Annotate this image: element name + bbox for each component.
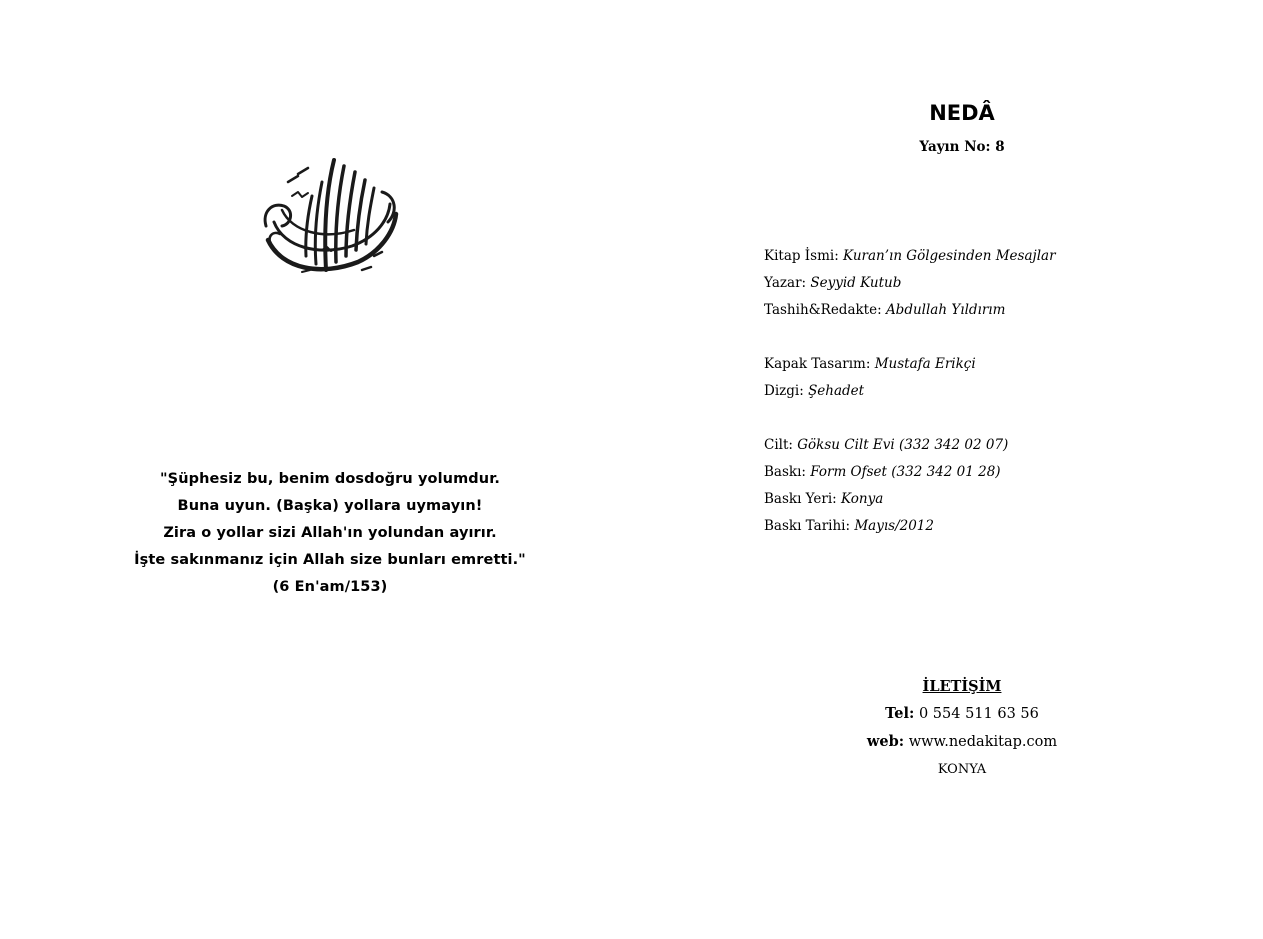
tel-label: Tel: (885, 705, 915, 722)
colophon-print-date (764, 513, 1056, 540)
contact-tel (812, 700, 1112, 728)
print-date-value: Mayıs/2012 (854, 518, 934, 534)
colophon-cover (764, 351, 1056, 378)
author-value: Seyyid Kutub (810, 275, 902, 291)
verse-line: İşte sakınmanız için Allah size bunları emretti." (134, 552, 526, 568)
colophon-editor (764, 297, 1056, 324)
contact-block (812, 673, 1112, 783)
web-label: web: (866, 733, 905, 750)
colophon-typeset (764, 378, 1056, 405)
editor-label: Tashih&Redakte: (764, 302, 886, 318)
tel-value: 0 554 511 63 56 (914, 706, 1039, 722)
verse-line: Buna uyun. (Başka) yollara uymayın! (177, 498, 483, 514)
cover-value: Mustafa Erikçi (874, 356, 976, 372)
print-value: Form Ofset (332 342 01 28) (810, 464, 1001, 480)
basmala-calligraphy-icon (262, 152, 400, 276)
print-label: Baskı: (764, 464, 811, 480)
binding-label: Cilt: (764, 437, 798, 453)
colophon (764, 243, 1056, 540)
web-value: www.nedakitap.com (904, 734, 1058, 750)
colophon-binding (764, 432, 1056, 459)
author-label: Yazar: (764, 275, 811, 291)
colophon-book-name (764, 243, 1056, 270)
colophon-print (764, 459, 1056, 486)
print-place-value: Konya (841, 491, 884, 507)
spacer (764, 324, 1056, 351)
spacer (764, 405, 1056, 432)
colophon-author (764, 270, 1056, 297)
binding-value: Göksu Cilt Evi (332 342 02 07) (797, 437, 1009, 453)
print-date-label: Baskı Tarihi: (764, 518, 855, 534)
editor-value: Abdullah Yıldırım (885, 302, 1006, 318)
verse-line: Zira o yollar sizi Allah'ın yolundan ayırır. (163, 525, 497, 541)
contact-city: KONYA (937, 762, 987, 777)
print-place-label: Baskı Yeri: (764, 491, 842, 507)
right-page (660, 0, 1263, 939)
verse-line: "Şüphesiz bu, benim dosdoğru yolumdur. (160, 471, 500, 487)
contact-heading: İLETİŞİM (922, 678, 1002, 695)
verse-reference: (6 En'am/153) (272, 579, 388, 595)
publication-number: Yayın No: 8 (919, 139, 1005, 155)
contact-web (812, 728, 1112, 756)
quran-verse (0, 466, 660, 601)
book-name-label: Kitap İsmi: (764, 248, 844, 264)
typeset-value: Şehadet (808, 383, 865, 399)
typeset-label: Dizgi: (764, 383, 809, 399)
publisher-name: NEDÂ (929, 101, 995, 125)
book-name-value: Kuran’ın Gölgesinden Mesajlar (843, 248, 1056, 264)
cover-label: Kapak Tasarım: (764, 356, 875, 372)
colophon-print-place (764, 486, 1056, 513)
